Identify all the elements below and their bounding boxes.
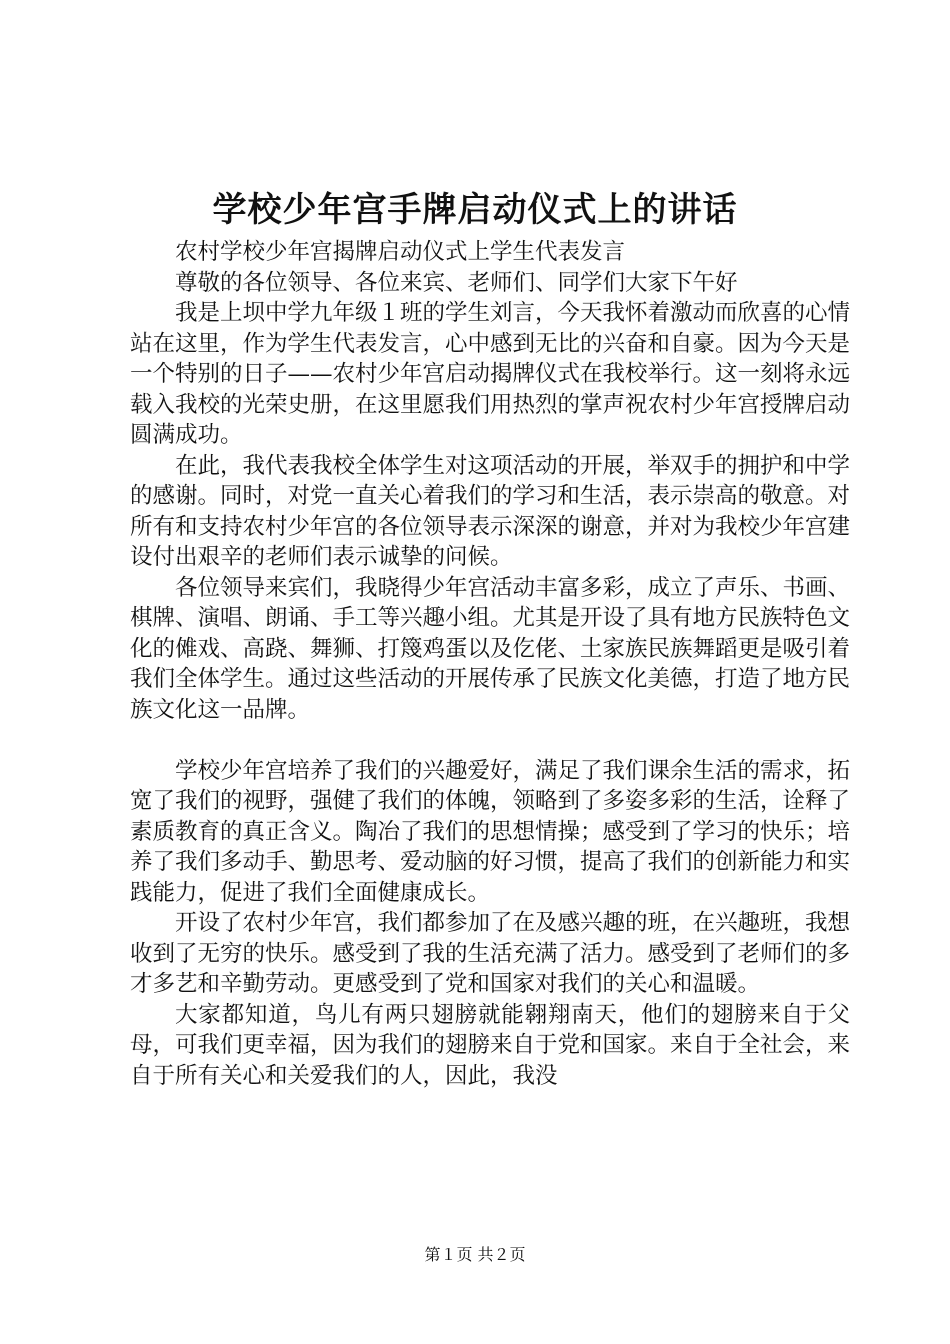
paragraph: 我是上坝中学九年级１班的学生刘言，今天我怀着激动而欣喜的心情站在这里，作为学生代表发言，心中感到无比的兴奋和自豪。因为今天是一个特别的日子——农村少年宫启动揭牌仪式在我校举行。这一刻将永远载入我校的光荣史册，在这里愿我们用热烈的掌声祝农村少年宫授牌启动圆满成功。 — [130, 300, 851, 448]
paragraph: 学校少年宫培养了我们的兴趣爱好，满足了我们课余生活的需求，拓宽了我们的视野，强健了我们的体魄，领略到了多姿多彩的生活，诠释了素质教育的真正含义。陶冶了我们的思想情操；感受到了学习的快乐；培养了我们多动手、勤思考、爱动脑的好习惯，提高了我们的创新能力和实践能力，促进了我们全面健康成长。 — [130, 757, 851, 906]
paragraph: 大家都知道，鸟儿有两只翅膀就能翱翔南天，他们的翅膀来自于父母，可我们更幸福，因为我们的翅膀来自于党和国家。来自于全社会，来自于所有关心和关爱我们的人，因此，我没 — [130, 1001, 851, 1089]
document-body — [130, 237, 850, 1091]
paragraph: 各位领导来宾们，我晓得少年宫活动丰富多彩，成立了声乐、书画、棋牌、演唱、朗诵、手工等兴趣小组。尤其是开设了具有地方民族特色文化的傩戏、高跷、舞狮、打篾鸡蛋以及仡佬、土家族民族舞蹈更是吸引着我们全体学生。通过这些活动的开展传承了民族文化美德，打造了地方民族文化这一品牌。 — [130, 574, 851, 723]
paragraph-heading: 农村学校少年宫揭牌启动仪式上学生代表发言 — [175, 239, 626, 265]
paragraph: 开设了农村少年宫，我们都参加了在及感兴趣的班，在兴趣班，我想收到了无穷的快乐。感受到了我的生活充满了活力。感受到了老师们的多才多艺和辛勤劳动。更感受到了党和国家对我们的关心和温暖。 — [130, 910, 851, 997]
document-title: 学校少年宫手牌启动仪式上的讲话 — [212, 190, 738, 230]
paragraph: 在此，我代表我校全体学生对这项活动的开展，举双手的拥护和中学的感谢。同时，对党一直关心着我们的学习和生活，表示崇高的敬意。对所有和支持农村少年宫的各位领导表示深深的谢意，并对为我校少年宫建设付出艰辛的老师们表示诚挚的问候。 — [130, 452, 851, 570]
paragraph-greeting: 尊敬的各位领导、各位来宾、老师们、同学们大家下午好 — [175, 269, 738, 296]
page-number-footer: 第１页 共２页 — [424, 1245, 526, 1264]
